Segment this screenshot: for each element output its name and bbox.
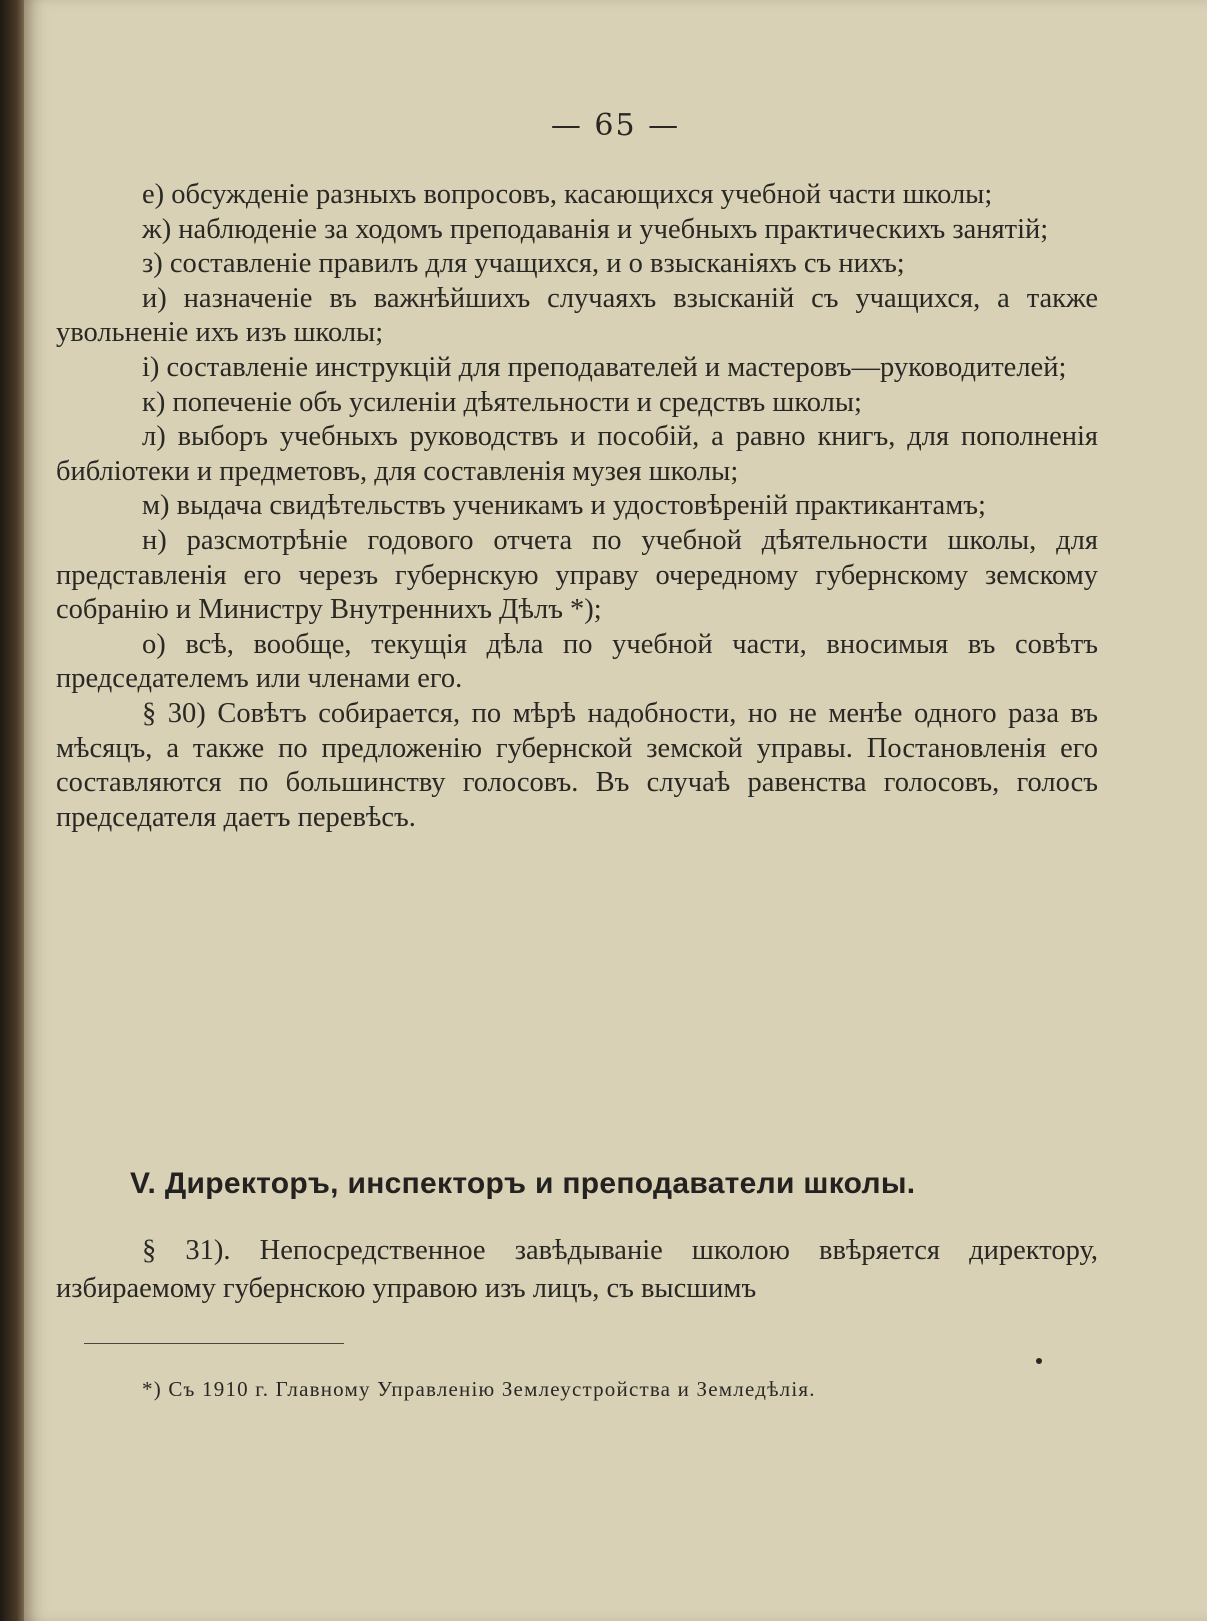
paragraph-n: н) разсмотрѣніе годового отчета по учебной дѣятельности школы, для представленія его черезъ губернскую управу очередному губернскому земскому собранію и Министру Внутреннихъ Дѣлъ *); [56, 524, 1098, 626]
paragraph-i-dot: і) составленіе инструкцій для преподавателей и мастеровъ—руководителей; [142, 351, 1067, 383]
footnote: *) Съ 1910 г. Главному Управленію Землеустройства и Земледѣлія. [142, 1377, 816, 1401]
paragraph-i: и) назначеніе въ важнѣйшихъ случаяхъ взысканій съ учащихся, а также увольненіе ихъ изъ школы; [56, 282, 1098, 349]
paragraph-section-31: § 31). Непосредственное завѣдываніе школою ввѣряется директору, избираемому губернскою управою изъ лицъ, съ высшимъ [56, 1235, 1098, 1304]
paragraph-section-30: § 30) Совѣтъ собирается, по мѣрѣ надобности, но не менѣе одного раза въ мѣсяцъ, а также по предложенію губернской земской управы. Постановленія его составляются по большинству голосовъ. Въ случаѣ равенства голосовъ, голосъ председателя даетъ перевѣсъ. [56, 697, 1098, 833]
paragraph-k: к) попеченіе объ усиленіи дѣятельности и средствъ школы; [142, 386, 862, 418]
footnote-divider [84, 1343, 344, 1344]
paragraph-o: о) всѣ, вообще, текущія дѣла по учебной части, вносимыя въ совѣтъ председателемъ или членами его. [56, 628, 1098, 695]
book-page [24, 0, 1207, 1621]
section-text [56, 1232, 1098, 1308]
paragraph-e: е) обсужденіе разныхъ вопросовъ, касающихся учебной части школы; [142, 179, 993, 210]
section-heading: V. Директоръ, инспекторъ и преподаватели школы. [130, 1167, 916, 1200]
paragraph-l: л) выборъ учебныхъ руководствъ и пособій, а равно книгъ, для пополненія библіотеки и предметовъ, для составленія музея школы; [56, 421, 1098, 487]
main-text [56, 178, 1098, 835]
paragraph-m: м) выдача свидѣтельствъ ученикамъ и удостовѣреній практикантамъ; [142, 490, 986, 522]
paragraph-z: з) составленіе правилъ для учащихся, и о взысканіяхъ съ нихъ; [142, 248, 905, 280]
book-spine [0, 0, 24, 1621]
page-number: — 65 — [550, 108, 681, 143]
ink-speck [1036, 1358, 1042, 1364]
paragraph-zh: ж) наблюденіе за ходомъ преподаванія и учебныхъ практическихъ занятій; [142, 213, 1049, 245]
